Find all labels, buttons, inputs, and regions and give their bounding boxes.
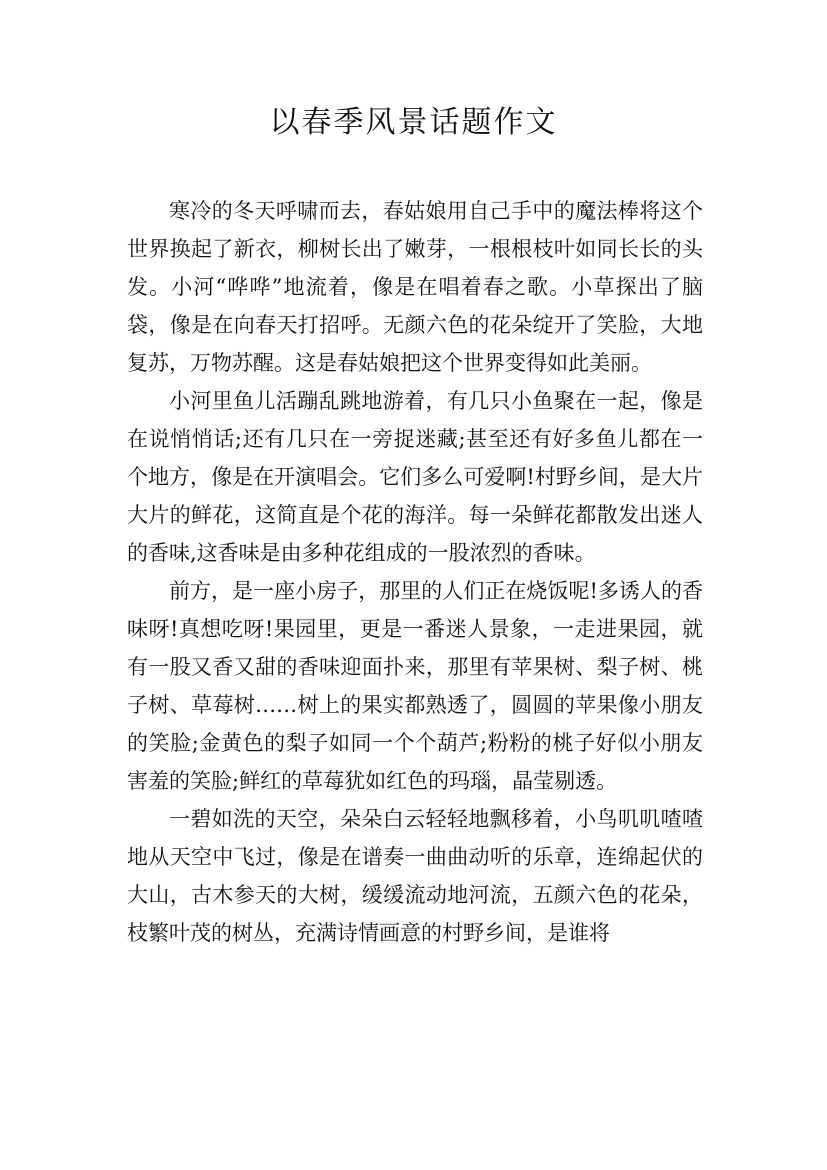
paragraph-4: 一碧如洗的天空，朵朵白云轻轻地飘移着，小鸟叽叽喳喳地从天空中飞过，像是在谱奏一曲曲动听的乐章，连绵起伏的大山，古木参天的大树，缓缓流动地河流，五颜六色的花朵，枝繁叶茂的树丛，充满诗情画意的村野乡间，是谁将 [127,807,703,945]
document-body [127,192,703,952]
paragraph-1: 寒冷的冬天呼啸而去，春姑娘用自己手中的魔法棒将这个世界换起了新衣，柳树长出了嫩芽，一根根枝叶如同长长的头发。小河“哗哗”地流着，像是在唱着春之歌。小草探出了脑袋，像是在向春天打招呼。无颜六色的花朵绽开了笑脸，大地复苏，万物苏醒。这是春姑娘把这个世界变得如此美丽。 [127,199,703,375]
paragraph-2: 小河里鱼儿活蹦乱跳地游着，有几只小鱼聚在一起，像是在说悄悄话;还有几只在一旁捉迷藏;甚至还有好多鱼儿都在一个地方，像是在开演唱会。它们多么可爱啊!村野乡间，是大片大片的鲜花，这简直是个花的海洋。每一朵鲜花都散发出迷人的香味,这香味是由多种花组成的一股浓烈的香味。 [127,389,703,565]
document-title: 以春季风景话题作文 [269,105,558,140]
paragraph-3: 前方，是一座小房子，那里的人们正在烧饭呢!多诱人的香味呀!真想吃呀!果园里，更是一番迷人景象，一走进果园，就有一股又香又甜的香味迎面扑来，那里有苹果树、梨子树、桃子树、草莓树……树上的果实都熟透了，圆圆的苹果像小朋友的笑脸;金黄色的梨子如同一个个葫芦;粉粉的桃子好似小朋友害羞的笑脸;鲜红的草莓犹如红色的玛瑙，晶莹剔透。 [127,579,703,793]
